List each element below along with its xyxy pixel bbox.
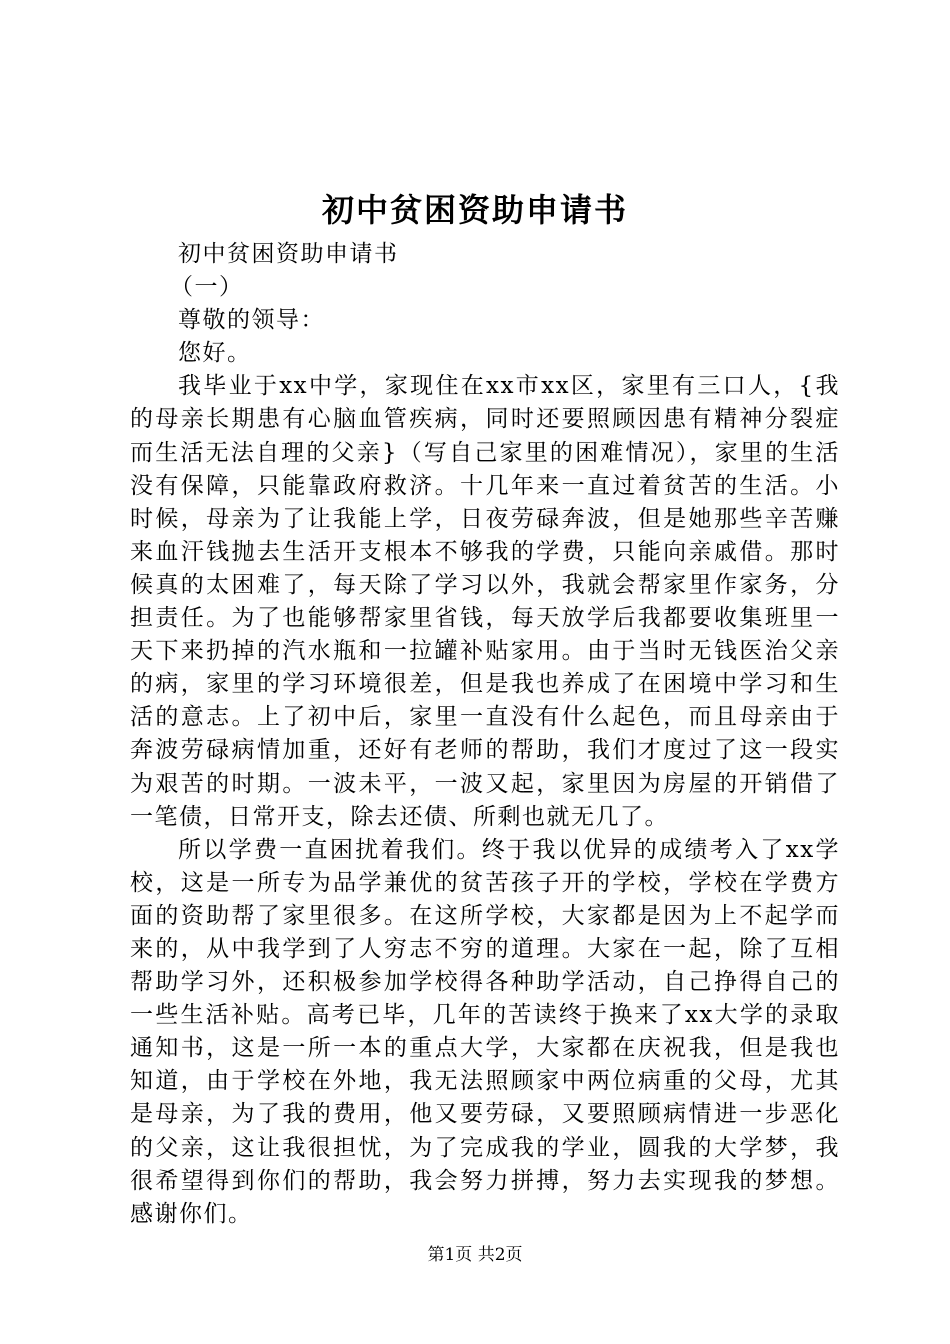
- body-paragraph: 我毕业于xx中学，家现住在xx市xx区，家里有三口人，{我的母亲长期患有心脑血管疾病，同时还要照顾因患有精神分裂症而生活无法自理的父亲}（写自己家里的困难情况），家里的生活没有保障，只能靠政府救济。十几年来一直过着贫苦的生活。小时候，母亲为了让我能上学，日夜劳碌奔波，但是她那些辛苦赚来血汗钱抛去生活开支根本不够我的学费，只能向亲戚借。那时候真的太困难了，每天除了学习以外，我就会帮家里作家务，分担责任。为了也能够帮家里省钱，每天放学后我都要收集班里一天下来扔掉的汽水瓶和一拉罐补贴家用。由于当时无钱医治父亲的病，家里的学习环境很差，但是我也养成了在困境中学习和生活的意志。上了初中后，家里一直没有什么起色，而且母亲由于奔波劳碌病情加重，还好有老师的帮助，我们才度过了这一段实为艰苦的时期。一波未平，一波又起，家里因为房屋的开销借了一笔债，日常开支，除去还债、所剩也就无几了。: [130, 373, 840, 830]
- document-title: 初中贫困资助申请书: [321, 191, 628, 229]
- greeting: 您好。: [178, 340, 252, 367]
- salutation: 尊敬的领导：: [178, 307, 325, 334]
- section-marker: （一）: [170, 274, 244, 301]
- document-subtitle: 初中贫困资助申请书: [178, 241, 399, 267]
- page-footer: 第1页 共2页: [427, 1245, 523, 1265]
- document-body: [130, 238, 840, 1231]
- body-paragraph: 所以学费一直困扰着我们。终于我以优异的成绩考入了xx学校，这是一所专为品学兼优的贫苦孩子开的学校，学校在学费方面的资助帮了家里很多。在这所学校，大家都是因为上不起学而来的，从中我学到了人穷志不穷的道理。大家在一起，除了互相帮助学习外，还积极参加学校得各种助学活动，自己挣得自己的一些生活补贴。高考已毕，几年的苦读终于换来了xx大学的录取通知书，这是一所一本的重点大学，大家都在庆祝我，但是我也知道，由于学校在外地，我无法照顾家中两位病重的父母，尤其是母亲，为了我的费用，他又要劳碌，又要照顾病情进一步恶化的父亲，这让我很担忧，为了完成我的学业，圆我的大学梦，我很希望得到你们的帮助，我会努力拼搏，努力去实现我的梦想。感谢你们。: [130, 836, 840, 1227]
